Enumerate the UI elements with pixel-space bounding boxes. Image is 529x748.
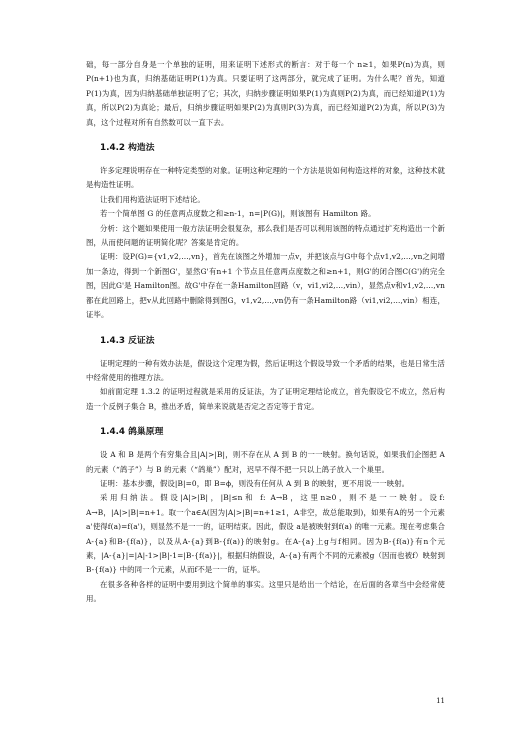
section-heading-construction: 1.4.2 构造法 (100, 143, 155, 154)
paragraph: 设 A 和 B 是两个有穷集合且|A|>|B|，则不存在从 A 到 B 的一一映射。换句话说，如果我们企图把 A 的元素（“鸽子”）与 B 的元素（“鸽巢”）配对，迟早不得不把一只以上鸽子放入一个巢里。 (86, 450, 445, 474)
section-heading-contradiction: 1.4.3 反证法 (100, 335, 155, 346)
intro-paragraph: 础，每一部分自身是一个单独的证明，用来证明下述形式的断言：对于每一个 n≥1，如果P(n)为真，则P(n+1)也为真，归纳基础证明P(1)为真。只要证明了这两部分，就完成了证明。为什么呢？首先，知道 P(1)为真，因为归纳基础单独证明了它；其次，归纳步骤证明如果P(1)为真则P(2)为真，而已经知道P(1)为真，所以P(2)为真论；最后，归纳步骤证明如果P(2)为真则P(3)为真，而已经知道P(2)为真，所以P(3)为真，这个过程对所有自然数可以一直下去。 (86, 60, 445, 127)
paragraph: 证明定理的一种有效办法是，假设这个定理为假，然后证明这个假设导致一个矛盾的结果，也是日常生活中经常使用的推理方法。 (86, 358, 445, 382)
paragraph: 让我们用构造法证明下述结论。 (100, 194, 205, 204)
paragraph: 在很多各种各样的证明中要用到这个简单的事实。这里只是给出一个结论，在后面的各章当中会经常使用。 (86, 579, 445, 604)
paragraph: 证明：设P(G)={v1,v2,…,vn}，首先在该图之外增加一点v，并把该点与G中每个点v1,v2,…,vn之间增加一条边，得到一个新图G'，显然G'有n+1 个节点且任意两点度数之和≥n+1，则G'的闭合图C(G')的完全图，因此G'是 Hamilton图。故G'中存在一条Hamilton回路（v，vi1,vi2,…,vin），显然点v和v1,v2,…,vn都在此回路上，把v从此回路中删除得到图G，v1,v2,…,vn仍有一条Hamilton路（vi1,vi2,…,vin）相连，证毕。 (86, 252, 445, 320)
paragraph: 若一个简单图 G 的任意两点度数之和≥n-1，n=|P(G)|，则该图有 Hamilton 路。 (100, 209, 376, 219)
paragraph: 分析：这个题如果使用一般方法证明会很复杂，那么我们是否可以利用该图的特点通过扩充构造出一个新图，从而使问题的证明简化呢？答案是肯定的。 (86, 223, 445, 248)
paragraph: 许多定理说明存在一种特定类型的对象。证明这种定理的一个方法是说如何构造这样的对象，这种技术就是构造性证明。 (86, 166, 445, 190)
paragraph: 如前面定理 1.3.2 的证明过程就是采用的反证法，为了证明定理结论成立，首先假设它不成立，然后构造一个反例子集合 B，推出矛盾，简单来说就是否定之否定等于肯定。 (86, 387, 445, 411)
page-number: 11 (436, 697, 445, 705)
paragraph: 证明：基本步骤，假设|B|=0，即 B=ϕ，则没有任何从 A 到 B 的映射，更不用说一一映射。 (100, 478, 410, 488)
section-heading-pigeonhole: 1.4.4 鸽巢原理 (100, 427, 164, 438)
paragraph: 采用归纳法。假设|A|>|B|，|B|≤n和 f: A→B，这里n≥0，则不是一一映射。设f: A→B，|A|>|B|=n+1。取一个a∈A(因为|A|>|B|=n+1≥1，A非空，故总能取到)，如果有A的另一个元素a'使得f(a)=f(a')，则显然不是一一的，证明结束。因此，假设 a是被映射到f(a) 的唯一元素。现在考虑集合A-{a}和B-{f(a)}，以及从A-{a}到B-{f(a)}的映射g。在A-{a}上g与f相同。因为B-{f(a)}有n个元素，|A-{a}|=|A|-1>|B|-1=|B-{f(a)}|，根据归纳假设，A-{a}有两个不同的元素被g（因而也被f）映射到B-{f(a)} 中的同一个元素，从而f不是一一的，证毕。 (86, 493, 445, 575)
